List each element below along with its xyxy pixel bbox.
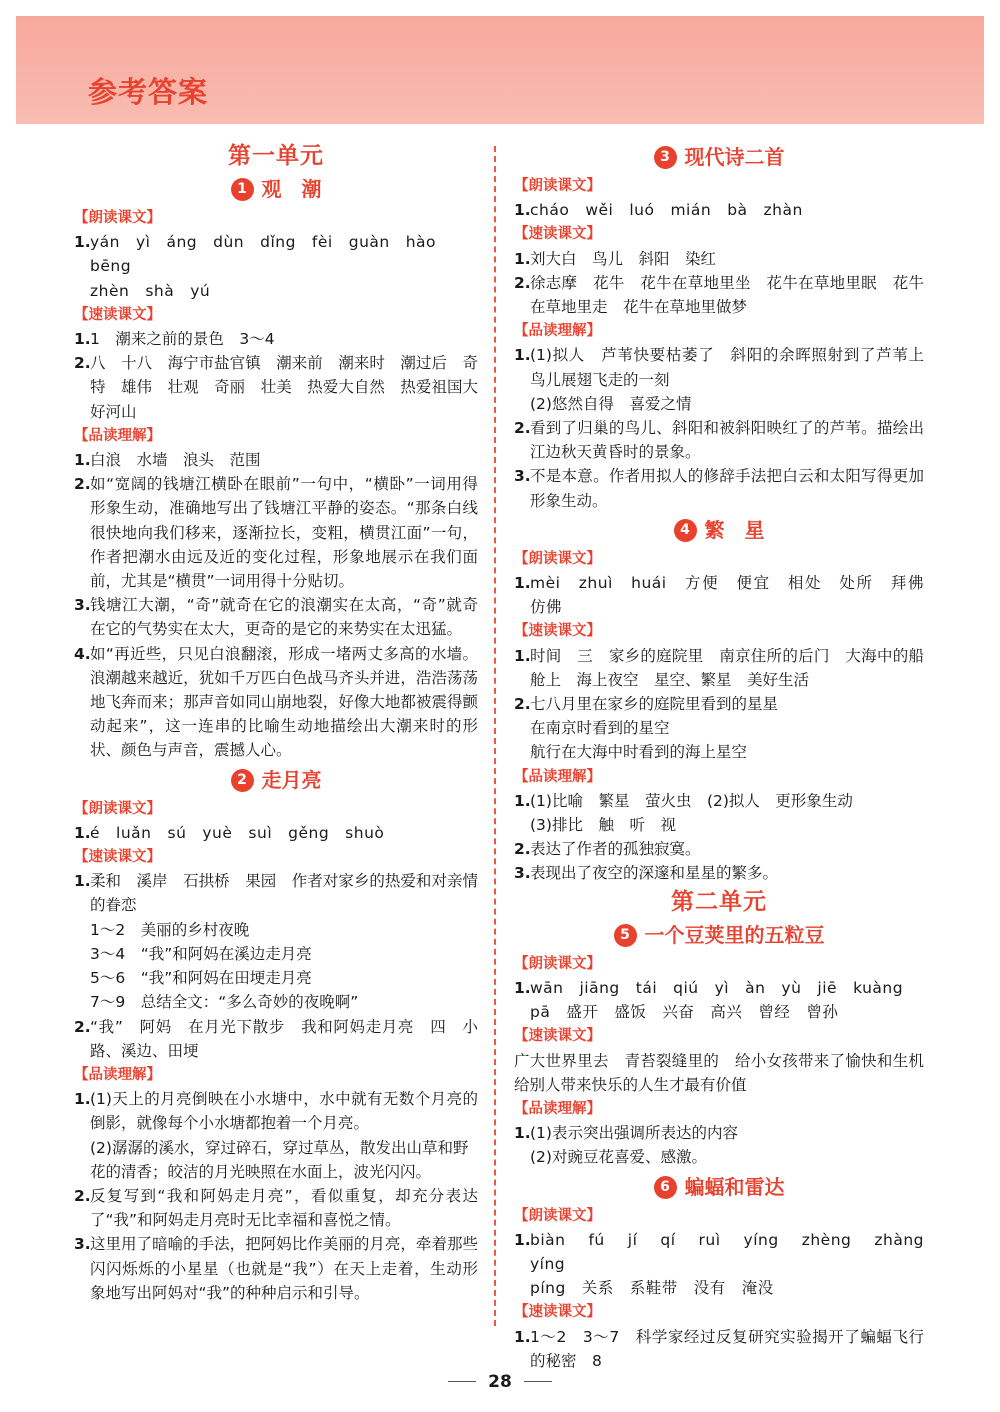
answer-item: 1. 时间 三 家乡的庭院里 南京住所的后门 大海中的船舱上 海上夜空 星空、繁星 美好生活 — [514, 646, 924, 689]
section-tag: 【速读课文】 — [514, 1028, 601, 1045]
answer-line: (3)排比 触 听 视 — [530, 816, 676, 835]
lesson-number-badge: 6 — [654, 1176, 677, 1199]
lesson-title: 蝙蝠和雷达 — [684, 1174, 785, 1199]
lesson-title: 一个豆荚里的五粒豆 — [644, 922, 825, 947]
answer-item: 2. 八 十八 海宁市盐官镇 潮来前 潮来时 潮过后 奇特 雄伟 壮观 奇丽 壮美 热爱大自然 热爱祖国大好河山 — [74, 354, 478, 421]
answer-item: 1. cháo wěi luó mián bà zhàn — [514, 201, 803, 220]
right-column — [514, 140, 941, 1373]
answer-item: 2. 看到了归巢的鸟儿、斜阳和被斜阳映红了的芦苇。描绘出江边秋天黄昏时的景象。 — [514, 419, 924, 462]
section-tag: 【朗读课文】 — [514, 1207, 601, 1224]
answer-item: 2. 表达了作者的孤独寂寞。 — [514, 840, 701, 859]
banner-scalloped-edge — [16, 116, 984, 132]
answer-line: bēng — [90, 257, 132, 276]
section-tag: 【朗读课文】 — [514, 550, 601, 567]
section-tag: 【朗读课文】 — [514, 178, 601, 194]
answer-line: 3～4 “我”和阿妈在溪边走月亮 — [90, 944, 312, 963]
lesson-number-badge: 1 — [231, 178, 254, 201]
section-tag: 【品读理解】 — [74, 1066, 161, 1083]
answer-line: 在南京时看到的星空 — [530, 719, 670, 738]
answer-line: (2)对豌豆花喜爱、感激。 — [530, 1148, 707, 1167]
lesson-number-badge: 4 — [674, 519, 697, 542]
answer-item: 2. 七八月里在家乡的庭院里看到的星星 — [514, 695, 779, 714]
lesson-title: 观 潮 — [261, 177, 322, 201]
answer-item: 1. 1 潮来之前的景色 3～4 — [74, 330, 275, 349]
answer-line: 1～2 美丽的乡村夜晚 — [90, 920, 250, 939]
answer-item: 3. 这里用了暗喻的手法，把阿妈比作美丽的月亮，牵着那些闪闪烁烁的小星星（也就是“我”）在天上走着，生动形象地写出阿妈对“我”的种种启示和引导。 — [74, 1235, 478, 1302]
answer-item: 2. 反复写到“我和阿妈走月亮”，看似重复，却充分表达了“我”和阿妈走月亮时无比幸福和喜悦之情。 — [74, 1186, 478, 1230]
answer-item: 3. 钱塘江大潮，“奇”就奇在它的浪潮实在太高，“奇”就奇在它的气势实在太大，更奇的是它的来势实在太迅猛。 — [74, 596, 478, 639]
lesson-heading — [514, 920, 924, 950]
answer-line: (2)潺潺的溪水，穿过碎石，穿过草丛，散发出山草和野花的清香；皎洁的月光映照在水面上，波光闪闪。 — [90, 1138, 469, 1181]
answer-item: 1. 1～2 3～7 科学家经过反复研究实验揭开了蝙蝠飞行的秘密 8 — [514, 1327, 924, 1370]
section-tag: 【速读课文】 — [74, 849, 161, 866]
section-tag: 【速读课文】 — [514, 623, 601, 640]
lesson-title: 走月亮 — [261, 767, 322, 792]
unit-title: 第一单元 — [228, 142, 324, 169]
answer-line: píng 关系 系鞋带 没有 淹没 — [530, 1279, 774, 1298]
section-tag: 【速读课文】 — [514, 1304, 601, 1321]
section-tag: 【朗读课文】 — [74, 210, 161, 226]
column-divider — [494, 146, 496, 1326]
answer-line: (2)悠然自得 喜爱之情 — [530, 394, 692, 413]
lesson-number-badge: 5 — [614, 924, 637, 947]
lesson-heading — [514, 142, 924, 172]
answer-item: 1. é luǎn sú yuè suì gěng shuò — [74, 823, 385, 842]
section-tag: 【速读课文】 — [514, 226, 601, 243]
lesson-title: 现代诗二首 — [684, 145, 785, 169]
section-tag: 【品读理解】 — [514, 1100, 601, 1117]
answer-line: zhèn shà yú — [90, 281, 211, 300]
answer-item: 3. 不是本意。作者用拟人的修辞手法把白云和太阳写得更加形象生动。 — [514, 467, 924, 510]
answer-item: 1. 柔和 溪岸 石拱桥 果园 作者对家乡的热爱和对亲情的眷恋 — [74, 872, 478, 915]
answer-item: 1. 刘大白 鸟儿 斜阳 染红 — [514, 249, 717, 268]
section-tag: 【朗读课文】 — [74, 800, 161, 817]
answer-item: 2. “我” 阿妈 在月光下散步 我和阿妈走月亮 四 小路、溪边、田埂 — [74, 1017, 478, 1060]
answer-item: 1. yán yì áng dùn dǐng fèi guàn hào — [74, 233, 437, 252]
answer-item: 3. 表现出了夜空的深邃和星星的繁多。 — [514, 864, 779, 883]
answer-line: pā 盛开 盛饭 兴奋 高兴 曾经 曾孙 — [530, 1003, 839, 1022]
section-tag: 【品读理解】 — [74, 427, 161, 444]
answer-item: 1. (1)拟人 芦苇快要枯萎了 斜阳的余晖照射到了芦苇上 鸟儿展翅飞走的一刻 — [514, 346, 940, 389]
lesson-number-badge: 2 — [231, 769, 254, 792]
section-tag: 【朗读课文】 — [514, 955, 601, 972]
left-column — [74, 140, 478, 1305]
page-number: 28 — [0, 1372, 1000, 1392]
answer-item: 1. 白浪 水墙 浪头 范围 — [74, 451, 261, 470]
answer-item: 广大世界里去 青苔裂缝里的 给小女孩带来了愉快和生机 给别人带来快乐的人生才最有价值 — [514, 1051, 940, 1094]
answer-item: 1. wān jiāng tái qiú yì àn yù jiē kuàng — [514, 978, 904, 997]
answer-item: 4. 如“再近些，只见白浪翻滚，形成一堵两丈多高的水墙。浪潮越来越近，犹如千万匹白色战马齐头并进，浩浩荡荡地飞奔而来；那声音如同山崩地裂，好像大地都被震得颤动起来”，这一连串的比喻生动地描绘出大潮来时的形状、颜色与声音，震撼人心。 — [74, 644, 478, 760]
section-tag: 【品读理解】 — [514, 323, 601, 340]
page-title: 参考答案 — [88, 75, 209, 109]
lesson-heading — [74, 174, 478, 204]
answer-line: 7～9 总结全文：“多么奇妙的夜晚啊” — [90, 993, 359, 1012]
answer-item: 1. (1)表示突出强调所表达的内容 — [514, 1124, 738, 1143]
answer-line: 5～6 “我”和阿妈在田埂走月亮 — [90, 969, 312, 988]
lesson-heading — [74, 765, 478, 795]
answer-item: 1. mèi zhuì huái 方便 便宜 相处 处所 拜佛 仿佛 — [514, 574, 941, 617]
section-tag: 【品读理解】 — [514, 768, 601, 785]
lesson-number-badge: 3 — [654, 146, 677, 169]
answer-item: 1. (1)比喻 繁星 萤火虫 (2)拟人 更形象生动 — [514, 791, 853, 810]
answer-item: 2. 如“宽阔的钱塘江横卧在眼前”一句中，“横卧”一词用得形象生动，准确地写出了钱塘江平静的姿态。“那条白线很快地向我们移来，逐渐拉长，变粗，横贯江面”一句，作者把潮水由远及近的变化过程，形象地展示在我们面前，尤其是“横贯”一词用得十分贴切。 — [74, 475, 478, 591]
lesson-title: 繁 星 — [704, 517, 765, 542]
lesson-heading — [514, 1172, 924, 1202]
answer-item: 1. biàn fú jí qí ruì yíng zhèng zhàng yíng — [514, 1230, 941, 1273]
answer-item: 1. (1)天上的月亮倒映在小水塘中，水中就有无数个月亮的倒影，就像每个小水塘都抱着一个月亮。 — [74, 1090, 478, 1133]
unit-title: 第二单元 — [671, 887, 767, 915]
lesson-heading — [514, 515, 924, 545]
answer-item: 2. 徐志摩 花牛 花牛在草地里坐 花牛在草地里眠 花牛在草地里走 花牛在草地里做梦 — [514, 273, 924, 317]
answer-line: 航行在大海中时看到的海上星空 — [530, 743, 748, 762]
section-tag: 【速读课文】 — [74, 306, 161, 323]
